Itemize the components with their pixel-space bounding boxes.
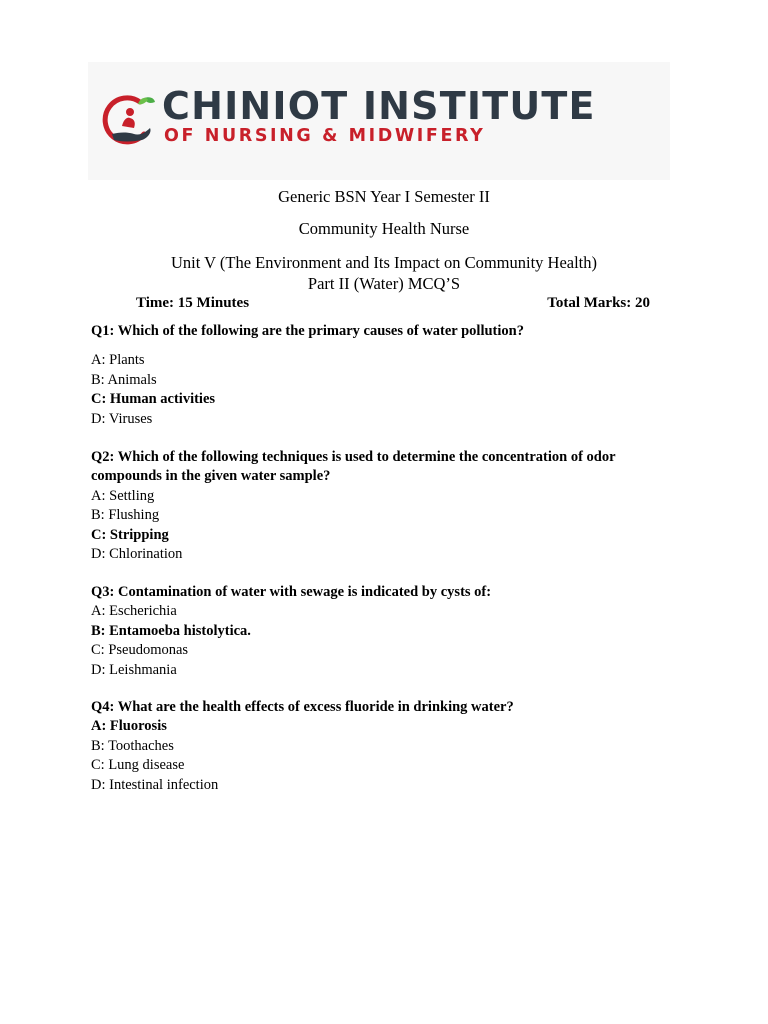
answer-option: C: Pseudomonas [91, 642, 189, 659]
answer-option: C: Lung disease [91, 757, 185, 774]
answer-option: B: Toothaches [91, 737, 174, 754]
answer-option: D: Chlorination [91, 546, 183, 563]
answer-option: D: Viruses [91, 410, 153, 427]
question-text: Q4: What are the health effects of excess fluoride in drinking water? [91, 699, 514, 715]
time-allowed: Time: 15 Minutes [136, 295, 250, 311]
answer-option: A: Plants [91, 352, 145, 369]
question-text: Q3: Contamination of water with sewage is indicated by cysts of: [91, 584, 492, 600]
answer-option: D: Intestinal infection [91, 776, 219, 793]
question-block [91, 448, 661, 564]
document-part: Part II (Water) MCQ’S [307, 274, 461, 293]
question-text: Q1: Which of the following are the primary causes of water pollution? [91, 323, 524, 339]
answer-option: D: Leishmania [91, 661, 177, 678]
correct-answer-option: C: Stripping [91, 526, 169, 543]
institute-logo [88, 62, 670, 180]
question-block [91, 698, 661, 795]
document-unit: Unit V (The Environment and Its Impact on Community Health) [170, 253, 598, 272]
document-subject: Community Health Nurse [298, 219, 470, 238]
question-block [91, 583, 661, 680]
question-block [91, 322, 661, 429]
correct-answer-option: C: Human activities [91, 391, 216, 408]
correct-answer-option: B: Entamoeba histolytica. [91, 622, 251, 639]
logo-institute-subtitle: OF NURSING & MIDWIFERY [164, 126, 486, 146]
answer-option: A: Escherichia [91, 603, 177, 620]
document-title: Generic BSN Year I Semester II [278, 187, 490, 206]
answer-option: A: Settling [91, 487, 155, 504]
question-text: Q2: Which of the following techniques is used to determine the concentration of odor compounds in the given water sample? [91, 449, 616, 485]
hands-with-leaves-logo-icon [100, 92, 156, 148]
logo-institute-name: CHINIOT INSTITUTE [162, 84, 596, 128]
correct-answer-option: A: Fluorosis [91, 718, 167, 735]
total-marks: Total Marks: 20 [547, 295, 650, 311]
answer-option: B: Flushing [91, 507, 160, 524]
answer-option: B: Animals [91, 371, 157, 388]
